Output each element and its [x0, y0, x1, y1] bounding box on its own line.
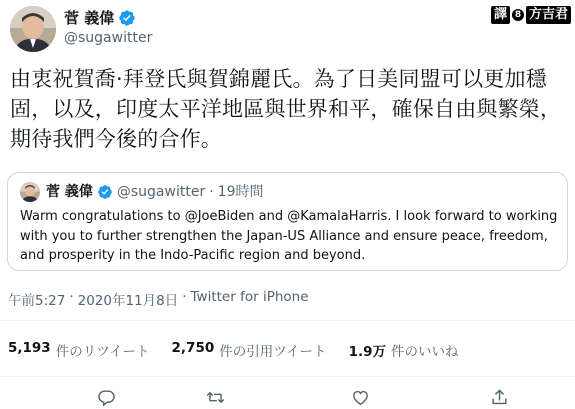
tweet-date[interactable]: 2020年11月8日 [77, 293, 179, 309]
stat-label: 件のリツイート [55, 344, 150, 360]
quote-verified-badge-icon [97, 184, 113, 200]
like-count[interactable] [349, 340, 459, 360]
watermark-number: 8 [512, 9, 524, 21]
quote-handle[interactable]: @sugawitter [116, 184, 206, 200]
stat-count: 5,193 [8, 340, 51, 356]
meta-separator: · [69, 289, 74, 305]
share-icon [490, 388, 509, 407]
avatar[interactable] [10, 6, 56, 52]
retweet-icon [206, 388, 225, 407]
quote-avatar[interactable] [20, 182, 40, 202]
quote-timestamp[interactable]: 19時間 [217, 184, 264, 200]
tweet-source[interactable]: Twitter for iPhone [190, 289, 309, 305]
quote-avatar-portrait-icon [20, 182, 40, 202]
stat-label: 件のいいね [390, 344, 459, 360]
stat-count: 2,750 [171, 340, 215, 356]
display-name[interactable] [64, 9, 136, 27]
retweet-count[interactable] [8, 340, 150, 360]
watermark-label: 譯 [491, 6, 510, 24]
divider [0, 320, 575, 321]
like-button[interactable] [348, 385, 372, 409]
verified-badge-icon [118, 9, 136, 27]
avatar-portrait-icon [10, 6, 56, 52]
quote-text: Warm congratulations to @JoeBiden and @KamalaHarris. I look forward to working with you to further strengthen the Japan-US Alliance and ensure peace, freedom, and prosperity in the Indo-Pacific region and beyond. [20, 209, 558, 263]
quote-header [46, 182, 263, 202]
translator-watermark [491, 6, 571, 24]
watermark-name: 方吉君 [526, 6, 571, 24]
stat-count: 1.9万 [348, 344, 386, 360]
tweet-time[interactable]: 午前5:27 [8, 293, 66, 309]
tweet-meta [8, 289, 309, 309]
like-icon [351, 388, 370, 407]
meta-separator-2: · [182, 289, 187, 305]
reply-icon [97, 388, 116, 407]
tweet-text: 由衷祝賀喬·拜登氏與賀錦麗氏。為了日美同盟可以更加穩固，以及，印度太平洋地區與世界和平，確保自由與繁榮，期待我們今後的合作。 [10, 67, 562, 151]
quoted-tweet[interactable] [7, 172, 568, 271]
reply-button[interactable] [94, 385, 118, 409]
quote-separator: · [209, 184, 214, 200]
action-bar [0, 385, 575, 409]
retweet-button[interactable] [203, 385, 227, 409]
stat-label: 件の引用ツイート [219, 344, 327, 360]
display-name-text: 菅 義偉 [64, 9, 115, 27]
author-handle[interactable]: @sugawitter [64, 30, 153, 46]
quote-display-name[interactable]: 菅 義偉 [46, 184, 93, 200]
engagement-stats [8, 340, 480, 360]
share-button[interactable] [487, 385, 511, 409]
quote-tweet-count[interactable] [172, 340, 327, 360]
divider [0, 376, 575, 377]
